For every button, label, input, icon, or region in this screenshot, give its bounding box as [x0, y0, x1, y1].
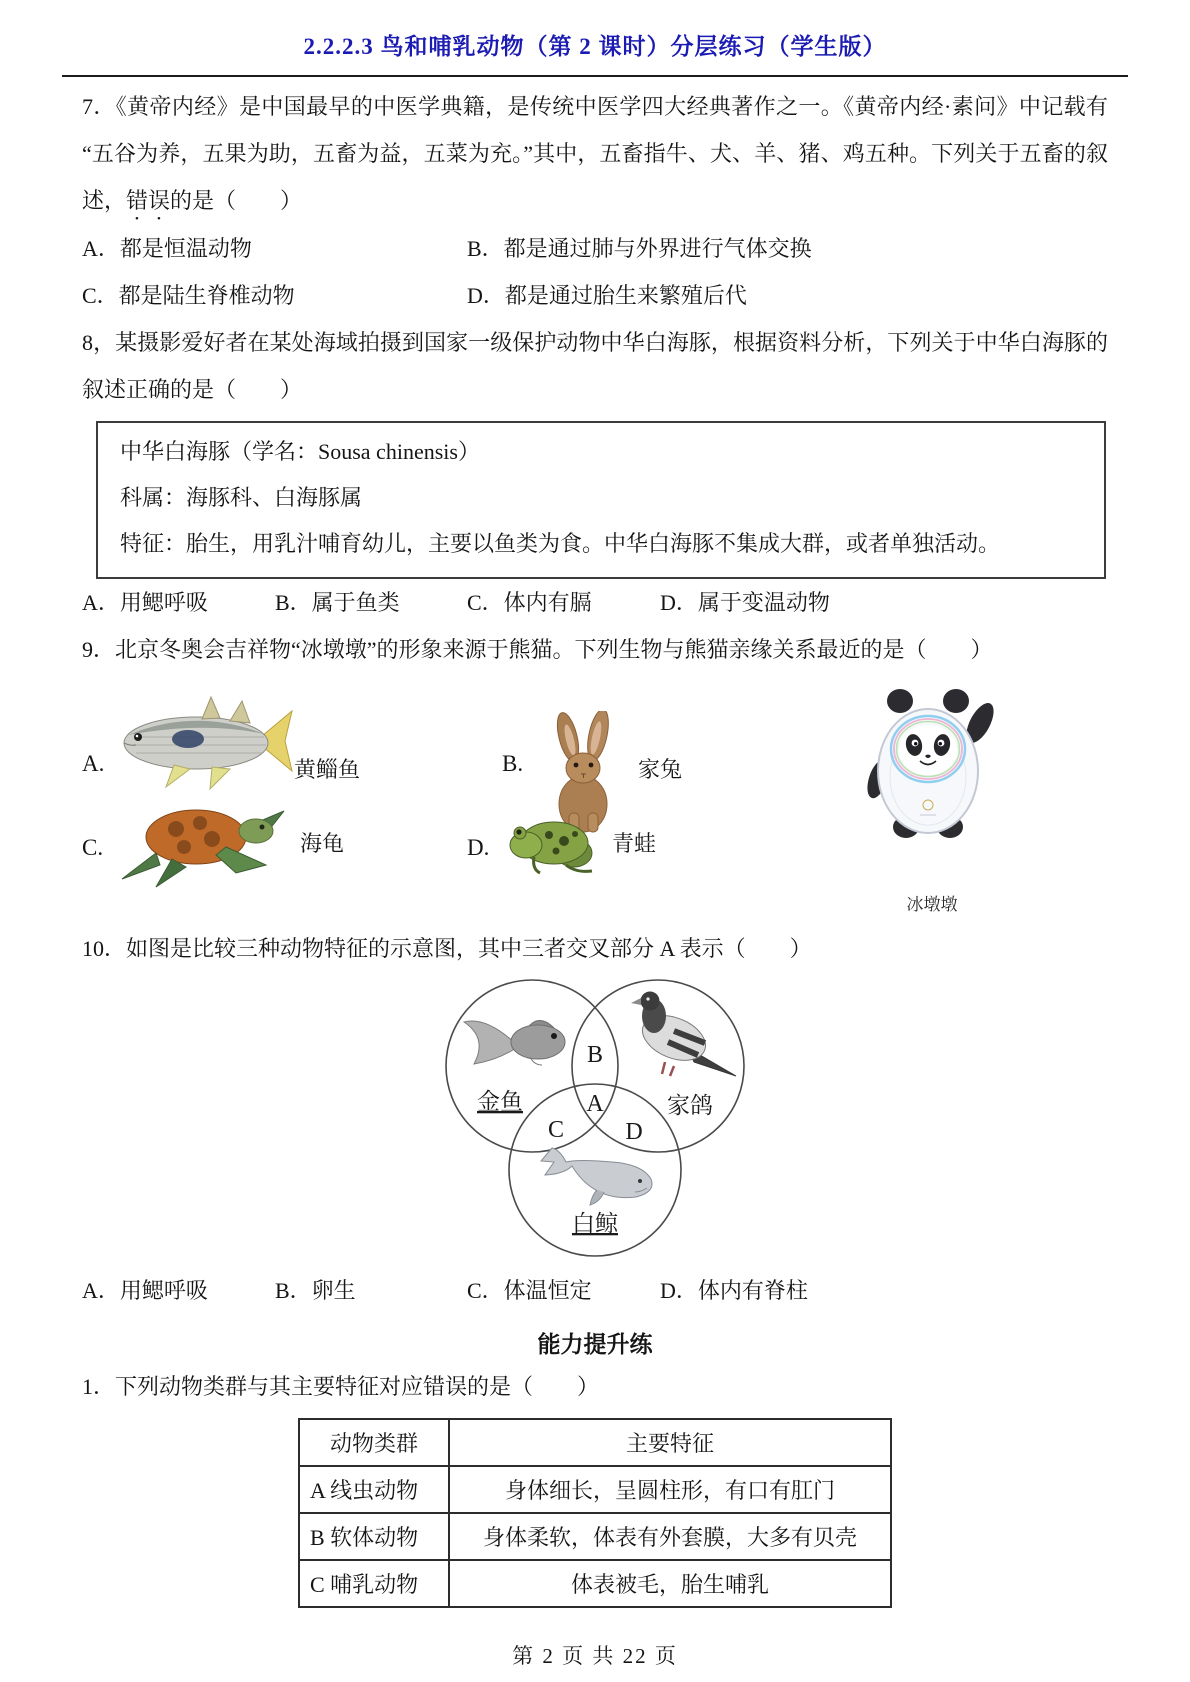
- q7-option-b: B．都是通过肺与外界进行气体交换: [467, 236, 812, 261]
- mullet-fish-image: [114, 687, 294, 795]
- question-8-options: [82, 579, 1108, 626]
- venn-letter-d: D: [625, 1119, 643, 1145]
- page-title: 2.2.2.3 鸟和哺乳动物（第 2 课时）分层练习（学生版）: [303, 34, 887, 59]
- title-divider: [62, 75, 1128, 77]
- section-heading: 能力提升练: [537, 1331, 653, 1357]
- question-8-text: 8，某摄影爱好者在某处海域拍摄到国家一级保护动物中华白海豚，根据资料分析，下列关于中华白海豚的叙述正确的是（ ）: [82, 330, 1108, 402]
- q8-option-c: C．体内有膈: [467, 590, 592, 615]
- q9-item-label: 海龟: [300, 831, 345, 856]
- goldfish-image: [464, 1020, 565, 1065]
- frog-image: [504, 801, 604, 881]
- q8-option-d: D．属于变温动物: [660, 590, 830, 615]
- pigeon-image: [631, 992, 736, 1077]
- dolphin-info-box: [96, 421, 1106, 579]
- q7-option-c: C．都是陆生脊椎动物: [82, 283, 295, 308]
- bing-dwen-dwen-image: [862, 675, 1002, 840]
- q10-option-b: B．卵生: [275, 1278, 356, 1303]
- q7-option-d: D．都是通过胎生来繁殖后代: [467, 283, 747, 308]
- info-box-line: 特征：胎生，用乳汁哺育幼儿，主要以鱼类为食。中华白海豚不集成大群，或者单独活动。: [120, 531, 1001, 556]
- q10-option-a: A．用鳃呼吸: [82, 1278, 208, 1303]
- q8-option-b: B．属于鱼类: [275, 590, 400, 615]
- table-cell-feature: 体表被毛，胎生哺乳: [449, 1560, 891, 1607]
- venn-label-goldfish: 金鱼: [477, 1089, 523, 1114]
- table-cell-feature: 身体细长，呈圆柱形，有口有肛门: [449, 1466, 891, 1513]
- table-cell-feature: 身体柔软，体表有外套膜，大多有贝壳: [449, 1513, 891, 1560]
- table-row: [299, 1466, 891, 1513]
- mascot-label: 冰墩墩: [906, 895, 958, 914]
- q7-text-after: 的是（ ）: [170, 188, 303, 213]
- table-row: [299, 1560, 891, 1607]
- question-10-options: [82, 1267, 1108, 1314]
- q7-text-before: 7．《黄帝内经》是中国最早的中医学典籍，是传统中医学四大经典著作之一。《黄帝内经·素问》中记载有“五谷为养，五果为助，五畜为益，五菜为充。”其中，五畜指牛、犬、羊、猪、鸡五种。下列关于五畜的叙述，: [82, 94, 1108, 213]
- table-header-row: [299, 1419, 891, 1466]
- venn-svg: [444, 978, 746, 1260]
- table-header-feature: 主要特征: [449, 1419, 891, 1466]
- venn-letter-c: C: [547, 1117, 565, 1143]
- q9-item-letter: C.: [82, 835, 104, 860]
- table-cell-group: A 线虫动物: [299, 1466, 449, 1513]
- venn-diagram: [444, 978, 746, 1265]
- q9-item-label: 黄鲻鱼: [294, 757, 361, 782]
- q9-item-letter: A.: [82, 751, 105, 776]
- table-cell-group: B 软体动物: [299, 1513, 449, 1560]
- q7-emphasized-word: 错误: [126, 188, 171, 213]
- venn-letter-b: B: [586, 1042, 604, 1068]
- q10-option-c: C．体温恒定: [467, 1278, 592, 1303]
- sea-turtle-image: [114, 795, 294, 889]
- q7-option-a: A．都是恒温动物: [82, 236, 252, 261]
- venn-label-pigeon: 家鸽: [667, 1093, 713, 1118]
- info-box-line: 科属：海豚科、白海豚属: [120, 485, 363, 510]
- animal-groups-table: [298, 1418, 892, 1608]
- question-7-options: [82, 225, 1108, 319]
- q9-item-letter: B.: [502, 751, 524, 776]
- question-7-text: [82, 83, 1108, 225]
- table-cell-group: C 哺乳动物: [299, 1560, 449, 1607]
- info-box-line: 中华白海豚（学名：Sousa chinensis）: [120, 439, 480, 464]
- question-9-text: 9．北京冬奥会吉祥物“冰墩墩”的形象来源于熊猫。下列生物与熊猫亲缘关系最近的是（ ）: [82, 637, 993, 662]
- q10-option-d: D．体内有脊柱: [660, 1278, 808, 1303]
- q9-item-label: 青蛙: [612, 831, 657, 856]
- page-number: 第 2 页 共 22 页: [512, 1644, 678, 1668]
- question-10-text: 10．如图是比较三种动物特征的示意图，其中三者交叉部分 A 表示（ ）: [82, 936, 812, 961]
- section2-question-1-text: 1．下列动物类群与其主要特征对应错误的是（ ）: [82, 1374, 600, 1399]
- q9-item-label: 家兔: [638, 757, 683, 782]
- q8-option-a: A．用鳃呼吸: [82, 590, 208, 615]
- question-9-figure: [82, 675, 1108, 925]
- q9-item-letter: D.: [467, 835, 490, 860]
- table-header-group: 动物类群: [299, 1419, 449, 1466]
- venn-label-beluga: 白鲸: [572, 1211, 618, 1236]
- beluga-image: [541, 1148, 652, 1205]
- table-row: [299, 1513, 891, 1560]
- venn-letter-a: A: [586, 1091, 604, 1117]
